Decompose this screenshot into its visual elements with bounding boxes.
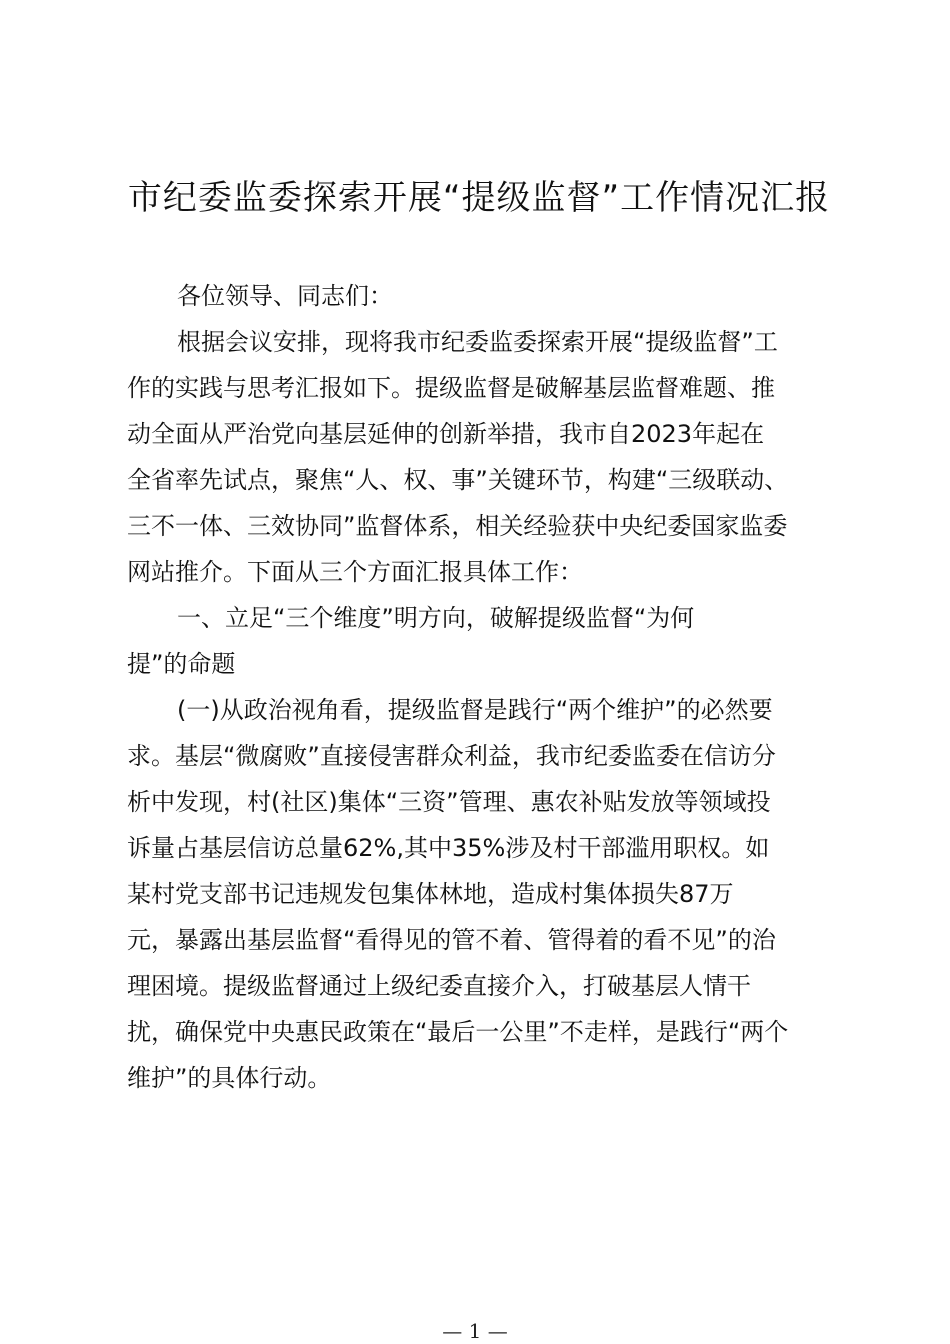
body-line: (一)从政治视角看，提级监督是践行“两个维护”的必然要 xyxy=(177,696,773,724)
body-line: 元，暴露出基层监督“看得见的管不着、管得着的看不见”的治 xyxy=(127,926,776,954)
body-line: 作的实践与思考汇报如下。提级监督是破解基层监督难题、推 xyxy=(127,374,775,402)
body-line: 网站推介。下面从三个方面汇报具体工作： xyxy=(127,558,583,586)
body-line: 扰，确保党中央惠民政策在“最后一公里”不走样，是践行“两个 xyxy=(127,1018,789,1046)
body-line: 某村党支部书记违规发包集体林地，造成村集体损失87万 xyxy=(127,880,734,908)
body-line: 求。基层“微腐败”直接侵害群众利益，我市纪委监委在信访分 xyxy=(127,742,776,770)
section-heading-line: 一、立足“三个维度”明方向，破解提级监督“为何 xyxy=(177,604,695,632)
document-title: 市纪委监委探索开展“提级监督”工作情况汇报 xyxy=(127,178,831,218)
body-line: 三不一体、三效协同”监督体系，相关经验获中央纪委国家监委 xyxy=(127,512,788,540)
body-line: 全省率先试点，聚焦“人、权、事”关键环节，构建“三级联动、 xyxy=(127,466,789,494)
body-line: 维护”的具体行动。 xyxy=(127,1064,332,1092)
body-line: 理困境。提级监督通过上级纪委直接介入，打破基层人情干 xyxy=(127,972,751,1000)
salutation-line: 各位领导、同志们： xyxy=(177,282,393,310)
page-number: — 1 — xyxy=(442,1319,508,1343)
body-line: 根据会议安排，现将我市纪委监委探索开展“提级监督”工 xyxy=(177,328,778,356)
body-line: 诉量占基层信访总量62%,其中35%涉及村干部滥用职权。如 xyxy=(127,834,770,862)
body-line: 析中发现，村(社区)集体“三资”管理、惠农补贴发放等领域投 xyxy=(127,788,771,816)
section-heading-line: 提”的命题 xyxy=(127,650,236,678)
body-line: 动全面从严治党向基层延伸的创新举措，我市自2023年起在 xyxy=(127,420,765,448)
